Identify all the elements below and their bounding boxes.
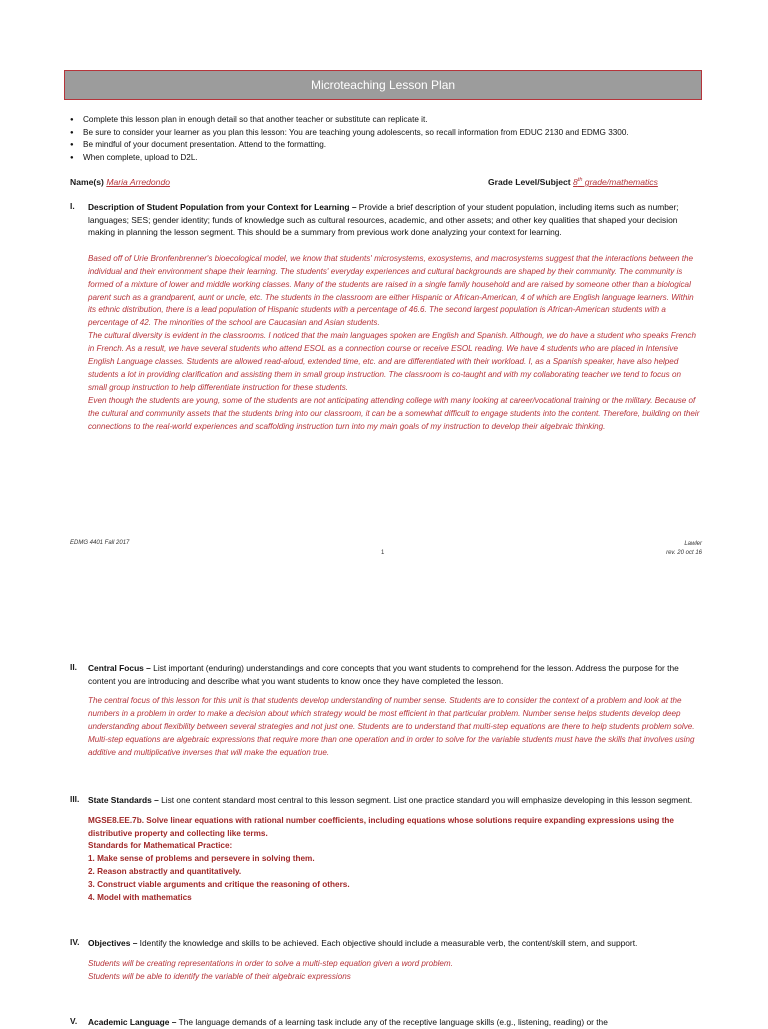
lesson-plan-title-banner: Microteaching Lesson Plan: [64, 70, 702, 100]
grade-label: Grade Level/Subject: [488, 177, 571, 187]
footer-rev-date: rev. 20 oct 16: [666, 550, 702, 556]
practice-standard: 4. Model with mathematics: [88, 893, 192, 903]
footer-revision: [666, 540, 702, 558]
section-number: I.: [70, 201, 75, 211]
section-objectives: [70, 937, 702, 983]
grade-number: 8: [573, 177, 578, 187]
section-heading: [88, 794, 702, 807]
section-title: Objectives –: [88, 938, 138, 948]
section-heading: [88, 201, 702, 239]
footer-page-number: 1: [381, 550, 385, 556]
section-response: [88, 958, 702, 984]
grade-subject: grade/mathematics: [582, 177, 658, 187]
names-field: [70, 177, 170, 187]
section-response: [88, 253, 702, 434]
section-number: V.: [70, 1016, 78, 1026]
section-heading: [88, 662, 702, 687]
objective-item: Students will be able to identify the variable of their algebraic expressions: [88, 971, 351, 981]
response-paragraph: Based off of Urie Bronfenbrenner's bioecological model, we know that students' microsystems, exosystems, and macrosystems suggest that the interactions between the individual and their environment shape their learning. The students' everyday experiences and cultural backgrounds are shaped by their community. The community is formed of a mixture of lower and middle working classes. Many of the students are raised in a single family household and are raised by someone other than a biological parent such as a grandparent, aunt or uncle, etc. The students in the classroom are either Hispanic or African-American, 4 of which are English language learners. Within its ethnic distribution, there is a lead population of Hispanic students with a percentage of 46.6. The second largest population is African-American students with a percentage of 42. The minorities of the school are Caucasian and Asian students.: [88, 253, 694, 328]
document-page-2: [0, 628, 768, 1027]
instruction-item: ● Be mindful of your document presentation. Attend to the formatting.: [70, 139, 710, 152]
instructions-list: [70, 114, 710, 165]
section-heading: [88, 937, 702, 950]
section-number: II.: [70, 662, 77, 672]
section-number: IV.: [70, 937, 80, 947]
instruction-item: ● When complete, upload to D2L.: [70, 152, 710, 165]
section-academic-language: [70, 1016, 702, 1029]
section-title: Academic Language –: [88, 1017, 177, 1027]
objective-item: Students will be creating representations in order to solve a multi-step equation given a word problem.: [88, 958, 453, 968]
section-prompt: List important (enduring) understandings and core concepts that you want students to comprehend for the lesson. Address the purpose for the content you are introducing and describe what you want students to know once they have completed the lesson.: [88, 663, 679, 686]
section-central-focus: [70, 662, 702, 760]
section-state-standards: [70, 794, 702, 905]
section-heading: [88, 1016, 702, 1029]
footer-author: Lawler: [684, 541, 702, 547]
section-student-population: [70, 201, 702, 433]
standards-response: [88, 815, 702, 905]
section-prompt: List one content standard most central to this lesson segment. List one practice standard you will emphasize developing in this lesson segment.: [158, 795, 693, 805]
section-response: [88, 695, 702, 760]
page-gap: [0, 576, 768, 628]
section-number: III.: [70, 794, 80, 804]
content-standard: MGSE8.EE.7b. Solve linear equations with rational number coefficients, including equations whose solutions require expanding expressions using the distributive property and collecting like terms.: [88, 815, 674, 838]
section-title: State Standards –: [88, 795, 159, 805]
response-paragraph: The cultural diversity is evident in the classrooms. I noticed that the main languages spoken are English and Spanish. Although, we do have a student who speaks French in French. As a result, we have several students who attend ESOL as a connection course or receive ESOL reading. We have 4 students who are placed in Intensive English Language classes. Students are allowed read-aloud, extended time, etc. and are differentiated with their workload. I, as a Spanish speaker, have also helped students a lot in providing clarification and assisting them in small group instruction. The classroom is co-taught and with my collaborating teacher we tend to focus on small group instruction to help differentiate instruction for these students.: [88, 331, 696, 392]
practice-standard: 1. Make sense of problems and persevere in solving them.: [88, 854, 315, 864]
footer-course: EDMG 4401 Fall 2017: [70, 540, 130, 546]
section-prompt: Identify the knowledge and skills to be achieved. Each objective should include a measurable verb, the content/skill stem, and support.: [137, 938, 638, 948]
instruction-item: ● Complete this lesson plan in enough detail so that another teacher or substitute can replicate it.: [70, 114, 710, 127]
practice-standard: 2. Reason abstractly and quantitatively.: [88, 867, 242, 877]
practice-standard: 3. Construct viable arguments and critique the reasoning of others.: [88, 880, 350, 890]
section-prompt: Provide a brief description of your student population, including items such as number; languages; SES; gender identity; funds of knowledge such as cultural resources, academic, and other assets; and other key qualities that shaped your decision making in planning the lesson segment. This should be a summary from previous work done analyzing your context for learning.: [88, 202, 679, 238]
grade-superscript: th: [577, 177, 583, 184]
names-label: Name(s): [70, 177, 104, 187]
response-paragraph: Even though the students are young, some of the students are not anticipating attending college with many looking at career/vocational training or the military. Because of the cultural and community assets that the students bring into our classroom, it can be a somewhat difficult to engage students into the content. Therefore, building on their connections to the real-world experiences and scaffolding instruction turn into my main goals of my instruction to develop their algebraic thinking.: [88, 395, 700, 431]
grade-value: [573, 177, 658, 187]
instruction-item: ● Be sure to consider your learner as you plan this lesson: You are teaching young adolescents, so recall information from EDUC 2130 and EDMG 3300.: [70, 127, 710, 140]
section-title: Central Focus –: [88, 663, 151, 673]
section-title: Description of Student Population from your Context for Learning –: [88, 202, 357, 212]
grade-field: [488, 177, 658, 187]
practice-heading: Standards for Mathematical Practice:: [88, 841, 233, 851]
names-value: Maria Arredondo: [106, 177, 171, 187]
response-paragraph: The central focus of this lesson for this unit is that students develop understanding of number sense. Students are to consider the context of a problem and look at the numbers in a problem in order to make a decision about which strategy would be most efficient in that particular problem. Number sense helps students develop deep understanding about flexibility between several strategies and not just one. Students are to understand that multi-step equations are there to help students problem solve. Multi-step equations are algebraic expressions that require more than one operation and in order to solve for the variable students must have the skills that involves using additive and multiplicative inverses that will make the equation true.: [88, 696, 695, 757]
section-prompt: The language demands of a learning task include any of the receptive language skills (e.g., listening, reading) or the: [176, 1017, 608, 1027]
